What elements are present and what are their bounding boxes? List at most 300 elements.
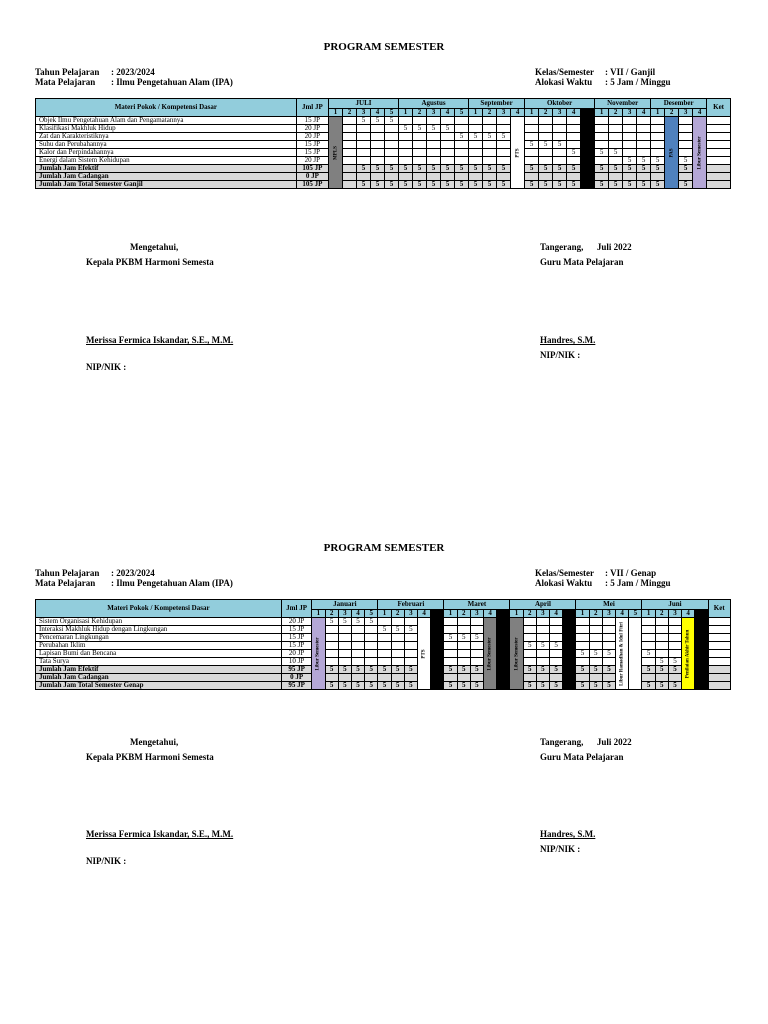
week-cell: 5 [378, 682, 391, 690]
mapel-label: Mata Pelajaran [35, 77, 96, 87]
week-cell: 5 [668, 666, 681, 674]
separator-cell [563, 618, 576, 690]
week-cell [343, 141, 357, 149]
period-marker [682, 618, 695, 690]
week-cell [404, 642, 417, 650]
week-cell [365, 634, 378, 642]
week-cell [483, 157, 497, 165]
week-cell [351, 634, 364, 642]
week-cell: 5 [539, 181, 553, 189]
summary-jp: 105 JP [296, 181, 328, 189]
kelas-label: Kelas/Semester [535, 568, 594, 578]
week-cell: 5 [325, 682, 338, 690]
week-cell: 5 [655, 658, 668, 666]
week-cell [457, 658, 470, 666]
week-cell [427, 173, 441, 181]
summary-label: Jumlah Jam Cadangan [36, 173, 297, 181]
week-cell [523, 634, 536, 642]
week-cell [427, 141, 441, 149]
month-header: Maret [444, 600, 510, 610]
week-cell: 5 [457, 634, 470, 642]
week-cell [455, 157, 469, 165]
week-cell [399, 149, 413, 157]
ket-cell [707, 165, 731, 173]
week-cell: 5 [550, 682, 563, 690]
week-cell [413, 141, 427, 149]
month-header: Oktober [525, 99, 595, 109]
alokasi-label: Alokasi Waktu [535, 578, 593, 588]
week-cell: 5 [357, 181, 371, 189]
header-row [36, 600, 731, 610]
ket-cell [708, 674, 731, 682]
summary-jp: 0 JP [281, 674, 311, 682]
week-cell [595, 173, 609, 181]
week-number: 4 [616, 610, 629, 618]
week-cell: 5 [595, 181, 609, 189]
week-cell: 5 [483, 165, 497, 173]
separator-cell [581, 117, 595, 189]
week-number: 3 [404, 610, 417, 618]
table-row [36, 117, 731, 125]
week-cell [668, 618, 681, 626]
week-cell: 5 [338, 666, 351, 674]
kelas-value: : VII / Genap [605, 568, 657, 578]
week-cell: 5 [602, 666, 615, 674]
week-cell [343, 125, 357, 133]
week-cell [441, 157, 455, 165]
meta-right [535, 568, 671, 588]
week-cell [357, 157, 371, 165]
week-cell [338, 674, 351, 682]
week-cell [609, 117, 623, 125]
week-cell: 5 [642, 682, 655, 690]
week-cell: 5 [483, 181, 497, 189]
week-cell [343, 173, 357, 181]
summary-jp: 95 JP [281, 682, 311, 690]
header-row [36, 99, 731, 109]
separator-cell [431, 618, 444, 690]
materi-cell: Lapisan Bumi dan Bencana [36, 650, 282, 658]
week-number: 4 [417, 610, 430, 618]
week-cell [338, 626, 351, 634]
week-cell [371, 133, 385, 141]
week-cell: 5 [595, 165, 609, 173]
week-cell [609, 125, 623, 133]
week-cell: 5 [399, 181, 413, 189]
week-cell: 5 [351, 618, 364, 626]
week-cell [351, 642, 364, 650]
week-number: 4 [682, 610, 695, 618]
week-cell [539, 149, 553, 157]
week-cell: 5 [679, 165, 693, 173]
week-cell [357, 149, 371, 157]
week-cell: 5 [576, 650, 589, 658]
week-cell [539, 117, 553, 125]
week-cell [357, 141, 371, 149]
week-cell: 5 [444, 634, 457, 642]
kepala-title: Kepala PKBM Harmoni Semesta [86, 752, 214, 762]
week-cell [385, 141, 399, 149]
jp-cell: 20 JP [296, 125, 328, 133]
week-cell [553, 117, 567, 125]
week-cell [470, 642, 483, 650]
week-cell [469, 125, 483, 133]
week-number: 3 [536, 610, 549, 618]
week-cell: 5 [391, 666, 404, 674]
week-cell [427, 133, 441, 141]
week-cell [589, 658, 602, 666]
week-cell: 5 [404, 666, 417, 674]
week-cell [553, 157, 567, 165]
table-row [36, 133, 731, 141]
week-cell [642, 618, 655, 626]
week-cell [679, 117, 693, 125]
week-cell [441, 149, 455, 157]
week-cell [576, 618, 589, 626]
schedule-table [35, 98, 731, 189]
week-cell: 5 [589, 682, 602, 690]
month-header: JULI [329, 99, 399, 109]
week-number: 2 [665, 109, 679, 117]
week-cell: 5 [385, 165, 399, 173]
period-marker [693, 117, 707, 189]
week-number: 4 [441, 109, 455, 117]
separator-cell [581, 109, 595, 117]
week-cell: 5 [642, 666, 655, 674]
table-row [36, 157, 731, 165]
week-cell [623, 141, 637, 149]
week-cell: 5 [623, 165, 637, 173]
month-header: Juni [642, 600, 708, 610]
week-cell [523, 650, 536, 658]
week-cell [623, 133, 637, 141]
week-cell: 5 [399, 165, 413, 173]
week-cell: 5 [470, 666, 483, 674]
week-cell [357, 173, 371, 181]
week-cell [343, 149, 357, 157]
table-row [36, 141, 731, 149]
week-cell [602, 618, 615, 626]
ket-cell [707, 173, 731, 181]
summary-row [36, 173, 731, 181]
week-cell [399, 141, 413, 149]
week-cell [357, 125, 371, 133]
week-cell [455, 125, 469, 133]
week-cell: 5 [457, 666, 470, 674]
week-cell [553, 173, 567, 181]
week-cell [427, 117, 441, 125]
week-cell [371, 173, 385, 181]
week-cell [444, 642, 457, 650]
guru-nip: NIP/NIK : [540, 844, 581, 854]
week-cell: 5 [550, 666, 563, 674]
week-cell [525, 157, 539, 165]
week-cell: 5 [602, 682, 615, 690]
week-cell [378, 618, 391, 626]
week-cell: 5 [427, 125, 441, 133]
week-number: 2 [589, 610, 602, 618]
week-cell: 5 [651, 181, 665, 189]
week-cell [523, 626, 536, 634]
period-label: Penilaian Akhir Tahun [685, 629, 691, 678]
period-marker [616, 618, 629, 690]
week-cell: 5 [441, 125, 455, 133]
week-cell [404, 658, 417, 666]
header-jml: Jml JP [296, 99, 328, 117]
week-cell [589, 626, 602, 634]
week-cell [655, 650, 668, 658]
week-cell [404, 650, 417, 658]
jp-cell: 15 JP [296, 149, 328, 157]
week-cell [550, 650, 563, 658]
summary-row [36, 165, 731, 173]
week-cell: 5 [589, 666, 602, 674]
week-cell: 5 [651, 165, 665, 173]
week-number: 4 [550, 610, 563, 618]
week-cell [589, 674, 602, 682]
jp-cell: 15 JP [281, 642, 311, 650]
week-cell: 5 [338, 618, 351, 626]
week-cell [325, 626, 338, 634]
week-cell [589, 642, 602, 650]
kelas-value: : VII / Ganjil [605, 67, 656, 77]
tahun-value: : 2023/2024 [111, 568, 155, 578]
week-cell [576, 626, 589, 634]
week-cell [668, 674, 681, 682]
ket-cell [707, 117, 731, 125]
month-header: September [469, 99, 525, 109]
week-cell [539, 173, 553, 181]
week-cell [357, 133, 371, 141]
week-cell [378, 650, 391, 658]
week-number: 2 [609, 109, 623, 117]
week-cell [483, 149, 497, 157]
week-cell: 5 [413, 165, 427, 173]
week-cell [539, 125, 553, 133]
page-title: PROGRAM SEMESTER [323, 542, 445, 554]
week-cell [523, 658, 536, 666]
week-cell [567, 133, 581, 141]
separator-cell [431, 610, 444, 618]
week-cell [441, 141, 455, 149]
week-cell [525, 117, 539, 125]
week-cell: 5 [523, 642, 536, 650]
week-cell [470, 658, 483, 666]
week-number: 5 [629, 610, 642, 618]
week-cell: 5 [525, 141, 539, 149]
week-cell [602, 658, 615, 666]
week-cell [483, 173, 497, 181]
week-cell: 5 [365, 682, 378, 690]
jp-cell: 15 JP [281, 634, 311, 642]
kepala-nip: NIP/NIK : [86, 856, 127, 866]
week-cell [679, 149, 693, 157]
summary-label: Jumlah Jam Efektif [36, 165, 297, 173]
week-number: 4 [371, 109, 385, 117]
week-cell [655, 674, 668, 682]
week-cell: 5 [576, 666, 589, 674]
week-number: 3 [623, 109, 637, 117]
week-cell [536, 674, 549, 682]
week-cell [539, 133, 553, 141]
week-cell [391, 618, 404, 626]
header-materi: Materi Pokok / Kompetensi Dasar [36, 600, 282, 618]
week-cell: 5 [655, 682, 668, 690]
week-cell [655, 618, 668, 626]
materi-cell: Tata Surya [36, 658, 282, 666]
week-cell [399, 117, 413, 125]
period-marker [511, 117, 525, 189]
week-cell [365, 642, 378, 650]
alokasi-value: : 5 Jam / Minggu [605, 578, 671, 588]
week-cell [391, 634, 404, 642]
week-number: 5 [385, 109, 399, 117]
week-cell [385, 173, 399, 181]
materi-cell: Kalor dan Perpindahannya [36, 149, 297, 157]
week-cell: 5 [470, 682, 483, 690]
week-cell [385, 125, 399, 133]
week-cell [602, 626, 615, 634]
week-cell [483, 141, 497, 149]
header-materi: Materi Pokok / Kompetensi Dasar [36, 99, 297, 117]
week-cell [365, 658, 378, 666]
week-cell: 5 [483, 133, 497, 141]
week-cell: 5 [567, 165, 581, 173]
kelas-label: Kelas/Semester [535, 67, 594, 77]
week-number: 1 [642, 610, 655, 618]
week-cell: 5 [427, 181, 441, 189]
week-cell [338, 650, 351, 658]
table-row [36, 149, 731, 157]
week-cell: 5 [497, 181, 511, 189]
sign-place-date: Tangerang, Juli 2022 [540, 242, 632, 252]
week-cell: 5 [553, 141, 567, 149]
week-cell [457, 650, 470, 658]
week-cell: 5 [441, 181, 455, 189]
period-marker [629, 618, 642, 690]
week-cell [427, 149, 441, 157]
ket-cell [708, 642, 731, 650]
week-cell [623, 173, 637, 181]
week-cell: 5 [567, 181, 581, 189]
week-cell: 5 [523, 682, 536, 690]
table-row [36, 125, 731, 133]
week-number: 2 [539, 109, 553, 117]
week-cell [457, 642, 470, 650]
week-cell [642, 626, 655, 634]
week-cell: 5 [536, 666, 549, 674]
week-cell [602, 642, 615, 650]
week-cell: 5 [609, 181, 623, 189]
mapel-label: Mata Pelajaran [35, 578, 96, 588]
period-label: PTS [421, 648, 427, 659]
week-cell [567, 117, 581, 125]
week-cell [550, 626, 563, 634]
week-cell: 5 [567, 149, 581, 157]
week-cell [553, 133, 567, 141]
period-marker [665, 117, 679, 189]
week-number: 1 [444, 610, 457, 618]
week-cell [595, 125, 609, 133]
week-cell [637, 125, 651, 133]
jp-cell: 20 JP [296, 157, 328, 165]
week-cell [497, 117, 511, 125]
week-cell: 5 [497, 133, 511, 141]
ket-cell [708, 650, 731, 658]
week-cell [413, 133, 427, 141]
week-cell: 5 [413, 125, 427, 133]
materi-cell: Interaksi Makhluk Hidup dengan Lingkungan [36, 626, 282, 634]
summary-label: Jumlah Jam Total Semester Ganjil [36, 181, 297, 189]
jp-cell: 15 JP [296, 117, 328, 125]
week-cell: 5 [413, 181, 427, 189]
kepala-name: Merissa Fermica Iskandar, S.E., M.M. [86, 335, 234, 345]
week-cell [385, 149, 399, 157]
week-cell: 5 [609, 165, 623, 173]
week-cell [343, 181, 357, 189]
alokasi-label: Alokasi Waktu [535, 77, 593, 87]
week-cell [497, 149, 511, 157]
week-cell [523, 674, 536, 682]
week-cell: 5 [365, 618, 378, 626]
week-cell [668, 626, 681, 634]
kepala-nip: NIP/NIK : [86, 362, 127, 372]
week-cell [576, 634, 589, 642]
month-header: Januari [312, 600, 378, 610]
week-cell: 5 [525, 165, 539, 173]
week-cell: 5 [602, 650, 615, 658]
week-cell [637, 133, 651, 141]
week-cell: 5 [637, 181, 651, 189]
period-marker [312, 618, 325, 690]
month-header: April [510, 600, 576, 610]
week-cell [444, 658, 457, 666]
month-header: Agustus [399, 99, 469, 109]
mengetahui: Mengetahui, [130, 242, 179, 252]
alokasi-value: : 5 Jam / Minggu [605, 77, 671, 87]
week-cell [642, 674, 655, 682]
week-cell [399, 133, 413, 141]
week-cell [470, 618, 483, 626]
summary-jp: 105 JP [296, 165, 328, 173]
week-cell [595, 141, 609, 149]
week-number: 2 [391, 610, 404, 618]
week-cell [523, 618, 536, 626]
week-cell [668, 634, 681, 642]
week-cell [497, 173, 511, 181]
meta-left [35, 568, 233, 588]
week-cell: 5 [525, 181, 539, 189]
week-cell [404, 634, 417, 642]
summary-jp: 0 JP [296, 173, 328, 181]
sign-place-date: Tangerang, Juli 2022 [540, 737, 632, 747]
summary-label: Jumlah Jam Cadangan [36, 674, 282, 682]
week-cell [469, 173, 483, 181]
week-cell [365, 626, 378, 634]
ket-cell [708, 634, 731, 642]
week-cell [378, 658, 391, 666]
week-cell: 5 [637, 157, 651, 165]
week-cell [325, 658, 338, 666]
week-cell: 5 [550, 642, 563, 650]
week-cell: 5 [553, 165, 567, 173]
week-cell: 5 [455, 181, 469, 189]
week-cell [609, 157, 623, 165]
week-cell [567, 125, 581, 133]
week-cell [668, 642, 681, 650]
week-cell [651, 117, 665, 125]
week-cell [536, 650, 549, 658]
